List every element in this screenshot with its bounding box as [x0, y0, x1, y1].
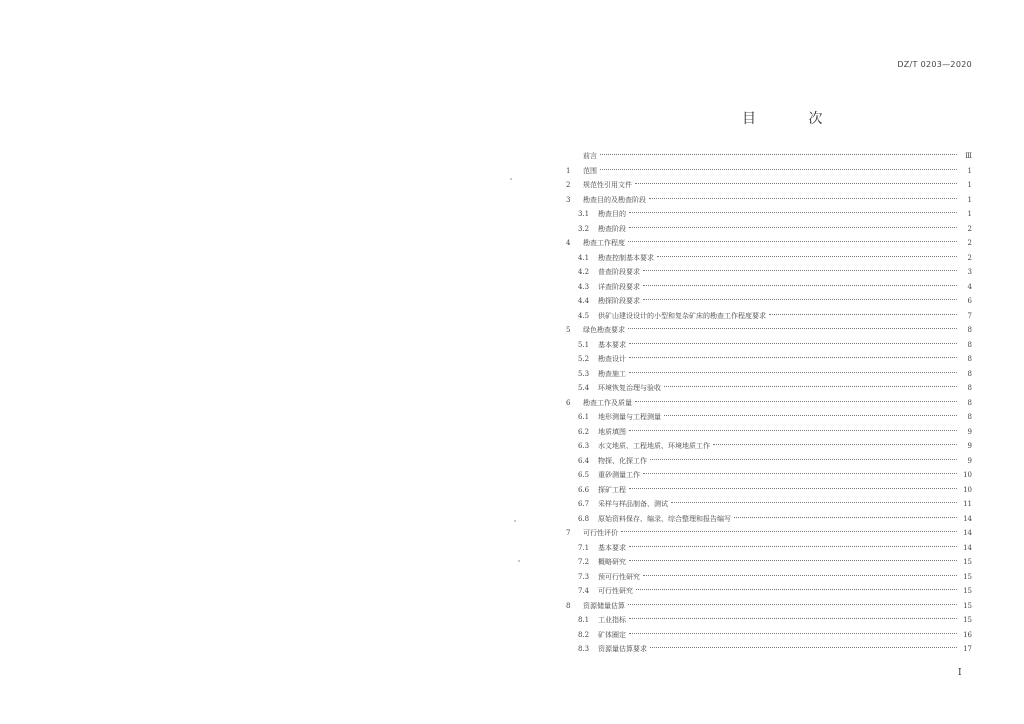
toc-entry: [566, 600, 972, 612]
toc-leader-dots: [629, 488, 957, 489]
toc-entry: [566, 208, 972, 220]
toc-entry-title: 地质填图: [598, 427, 626, 436]
toc-entry-title: 勘查目的: [598, 210, 626, 218]
toc-entry-number: 4.1: [578, 253, 590, 262]
toc-entry-title: 原始资料保存、编录、综合整理和报告编写: [598, 514, 731, 523]
toc-leader-dots: [671, 502, 957, 503]
toc-entry-title: 基本要求: [598, 543, 626, 552]
toc-leader-dots: [650, 459, 957, 460]
toc-entry-number: 6.2: [578, 427, 590, 436]
toc-entry-page: 4: [967, 282, 972, 291]
toc-entry-title: 范围: [583, 166, 597, 175]
toc-leader-dots: [629, 618, 957, 619]
toc-entry-title: 基本要求: [598, 340, 626, 349]
toc-entry: [566, 150, 972, 162]
toc-entry-number: 2: [566, 181, 571, 189]
toc-entry: [566, 556, 972, 568]
toc-entry: [566, 353, 972, 365]
toc-entry-page: 1: [967, 195, 972, 204]
toc-entry-number: 6.1: [578, 413, 590, 421]
toc-entry-number: 3.2: [578, 224, 590, 233]
toc-leader-dots: [713, 444, 957, 445]
toc-entry-page: 17: [963, 645, 972, 653]
toc-entry-title: 可行性研究: [598, 587, 633, 595]
toc-leader-dots: [628, 241, 957, 242]
toc-entry-title: 详查阶段要求: [598, 282, 640, 291]
toc-leader-dots: [629, 430, 957, 431]
toc-entry-number: 7.2: [578, 558, 590, 566]
toc-entry: [566, 310, 972, 322]
toc-entry-title: 矿体圈定: [598, 630, 626, 639]
toc-entry-title: 勘查工作及质量: [583, 398, 632, 407]
toc-entry: [566, 484, 972, 496]
toc-entry-number: 8.3: [578, 645, 590, 653]
toc-entry-title: 概略研究: [598, 558, 626, 566]
toc-entry-page: 16: [963, 630, 972, 639]
toc-entry-page: 3: [967, 268, 972, 276]
toc-entry: [566, 237, 972, 249]
toc-leader-dots: [629, 227, 957, 228]
toc-entry: [566, 324, 972, 336]
toc-entry: [566, 339, 972, 351]
toc-entry: [566, 223, 972, 235]
toc-entry-page: 9: [967, 427, 972, 436]
toc-entry: [566, 179, 972, 191]
toc-entry-title: 水文地质、工程地质、环境地质工作: [598, 442, 710, 450]
toc-entry-number: 6: [566, 398, 571, 407]
toc-entry-number: 4.4: [578, 297, 590, 305]
toc-entry-title: 勘查设计: [598, 355, 626, 363]
toc-entry-page: 9: [967, 442, 972, 450]
toc-entry-number: 7.3: [578, 572, 590, 581]
toc-leader-dots: [628, 604, 957, 605]
toc-leader-dots: [629, 212, 957, 213]
toc-leader-dots: [629, 357, 957, 358]
scan-speck: [514, 520, 516, 522]
toc-entry-page: Ⅲ: [965, 152, 972, 160]
standard-code: DZ/T 0203—2020: [897, 60, 972, 69]
toc-entry-page: 1: [967, 210, 972, 218]
toc-entry-page: 15: [963, 558, 972, 566]
toc-entry: [566, 513, 972, 525]
toc-entry-page: 2: [967, 253, 972, 262]
toc-entry-page: 10: [963, 471, 972, 479]
toc-leader-dots: [629, 372, 957, 373]
toc-entry-number: 7: [566, 529, 571, 537]
toc-entry-title: 绿色勘查要求: [583, 326, 625, 334]
toc-entry-number: 8.1: [578, 616, 590, 624]
page-number: I: [958, 668, 962, 678]
scan-speck: [510, 178, 512, 180]
toc-leader-dots: [657, 256, 957, 257]
toc-entry-title: 物探、化探工作: [598, 456, 647, 465]
toc-entry-title: 可行性评价: [583, 529, 618, 537]
toc-entry-title: 供矿山建设设计的小型和复杂矿床的勘查工作程度要求: [598, 311, 766, 320]
toc-entry-page: 8: [967, 340, 972, 349]
toc-entry: [566, 368, 972, 380]
toc-entry-page: 14: [963, 514, 972, 523]
toc-entry: [566, 295, 972, 307]
toc-leader-dots: [643, 285, 957, 286]
toc-entry: [566, 426, 972, 438]
toc-entry-page: 8: [967, 413, 972, 421]
toc-entry-title: 普查阶段要求: [598, 268, 640, 276]
toc-entry-title: 前言: [583, 152, 597, 160]
toc-entry: [566, 469, 972, 481]
toc-entry: [566, 252, 972, 264]
toc-entry-number: 6.6: [578, 485, 590, 494]
toc-leader-dots: [600, 154, 957, 155]
toc-entry: [566, 571, 972, 583]
toc-entry-number: 6.4: [578, 456, 590, 465]
toc-entry-title: 勘查施工: [598, 369, 626, 378]
toc-entry-title: 勘查目的及勘查阶段: [583, 195, 646, 204]
toc-leader-dots: [650, 647, 957, 648]
toc-entry-number: 7.4: [578, 587, 590, 595]
toc-entry: [566, 382, 972, 394]
toc-entry-number: 5.4: [578, 384, 590, 392]
toc-entry-page: 9: [967, 456, 972, 465]
toc-entry-number: 6.7: [578, 500, 590, 508]
toc-entry-page: 2: [967, 224, 972, 233]
toc-entry-title: 重砂测量工作: [598, 471, 640, 479]
toc-entry-number: 3.1: [578, 210, 590, 218]
toc-title: 目 次: [742, 111, 847, 127]
toc-entry-number: 7.1: [578, 543, 590, 552]
toc-entry-title: 探矿工程: [598, 485, 626, 494]
toc-entry-number: 6.8: [578, 514, 590, 523]
toc-leader-dots: [628, 328, 957, 329]
toc-entry-title: 地形测量与工程测量: [598, 413, 661, 421]
toc-entry-number: 4: [566, 239, 571, 247]
toc-entry-number: 8.2: [578, 630, 590, 639]
toc-entry-page: 6: [967, 297, 972, 305]
toc-entry-number: 6.3: [578, 442, 590, 450]
toc-entry: [566, 527, 972, 539]
toc-entry-page: 8: [967, 369, 972, 378]
scan-speck: [518, 560, 520, 562]
toc-leader-dots: [649, 198, 957, 199]
toc-leader-dots: [621, 531, 957, 532]
toc-entry-page: 1: [967, 181, 972, 189]
toc-leader-dots: [600, 169, 957, 170]
toc-entry-title: 勘探阶段要求: [598, 297, 640, 305]
toc-entry-number: 4.2: [578, 268, 590, 276]
toc-entry: [566, 614, 972, 626]
toc-entry-title: 资源量估算要求: [598, 645, 647, 653]
toc-entry-number: 3: [566, 195, 571, 204]
toc-entry-title: 环境恢复治理与验收: [598, 384, 661, 392]
toc-entry: [566, 165, 972, 177]
toc-entry-title: 预可行性研究: [598, 572, 640, 581]
toc-leader-dots: [636, 589, 957, 590]
toc-entry-page: 14: [963, 543, 972, 552]
toc-entry: [566, 281, 972, 293]
toc-entry-page: 15: [963, 587, 972, 595]
toc-entry-number: 5.1: [578, 340, 590, 349]
toc-entry-page: 15: [963, 572, 972, 581]
toc-leader-dots: [635, 183, 957, 184]
toc-entry: [566, 194, 972, 206]
toc-entry-page: 14: [963, 529, 972, 537]
toc-entry-page: 8: [967, 326, 972, 334]
toc-entry-title: 勘查控制基本要求: [598, 253, 654, 262]
toc-entry: [566, 498, 972, 510]
toc-entry-page: 10: [963, 485, 972, 494]
toc-leader-dots: [629, 546, 957, 547]
toc-entry: [566, 643, 972, 655]
toc-entry-page: 8: [967, 355, 972, 363]
toc-leader-dots: [629, 343, 957, 344]
toc-leader-dots: [664, 415, 957, 416]
toc-entry-number: 8: [566, 601, 571, 610]
toc-entry-title: 工业指标: [598, 616, 626, 624]
toc-entry-title: 勘查工作程度: [583, 239, 625, 247]
toc-leader-dots: [734, 517, 957, 518]
toc-entry-title: 采样与样品制备、测试: [598, 500, 668, 508]
toc-leader-dots: [643, 270, 957, 271]
toc-entry-title: 勘查阶段: [598, 224, 626, 233]
toc-entry-number: 5: [566, 326, 571, 334]
toc-leader-dots: [664, 386, 957, 387]
toc-entry-page: 8: [967, 398, 972, 407]
toc-entry-page: 2: [967, 239, 972, 247]
toc-entry-number: 4.5: [578, 311, 590, 320]
toc-entry-page: 11: [963, 500, 972, 508]
toc-leader-dots: [629, 633, 957, 634]
toc-entry-number: 1: [566, 166, 571, 175]
toc-leader-dots: [769, 314, 957, 315]
toc-entry: [566, 455, 972, 467]
toc-leader-dots: [629, 560, 957, 561]
toc-leader-dots: [643, 299, 957, 300]
toc-entry: [566, 542, 972, 554]
toc-entry: [566, 440, 972, 452]
toc-entry-number: 5.3: [578, 369, 590, 378]
toc-entry-number: 4.3: [578, 282, 590, 291]
toc-entry-page: 8: [967, 384, 972, 392]
toc-entry-title: 规范性引用文件: [583, 181, 632, 189]
toc-leader-dots: [643, 473, 957, 474]
toc-entry: [566, 266, 972, 278]
toc-entry-number: 5.2: [578, 355, 590, 363]
toc-entry: [566, 411, 972, 423]
toc-entry-page: 7: [967, 311, 972, 320]
toc-entry: [566, 629, 972, 641]
toc-entry-title: 资源储量估算: [583, 601, 625, 610]
toc-entry-number: 6.5: [578, 471, 590, 479]
toc-leader-dots: [635, 401, 957, 402]
toc-entry-page: 15: [963, 601, 972, 610]
toc-entry: [566, 585, 972, 597]
toc-entry-page: 1: [967, 166, 972, 175]
toc-entry-page: 15: [963, 616, 972, 624]
toc-entry: [566, 397, 972, 409]
toc-leader-dots: [643, 575, 957, 576]
